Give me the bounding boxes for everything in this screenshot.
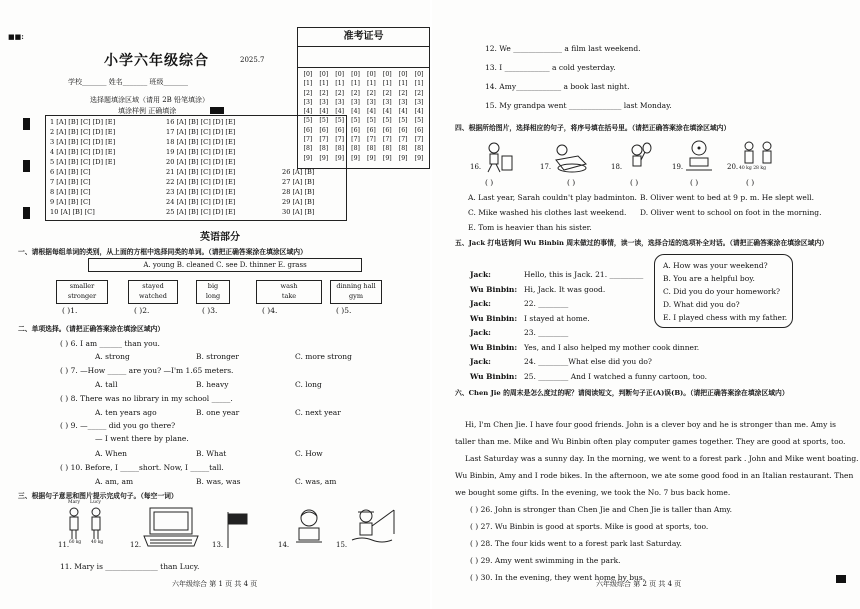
word-group-answer[interactable]: ( )4. [262, 306, 278, 315]
exam-id-digit-bubble[interactable]: [0] [398, 71, 408, 78]
exam-id-digit-bubble[interactable]: [0] [414, 71, 424, 78]
q8: ( ) 8. There was no library in my school _____. [60, 394, 233, 403]
exam-id-digit-bubble[interactable]: [1] [414, 80, 424, 88]
exam-id-digit-bubble[interactable]: [5] [303, 117, 313, 125]
exam-id-digit-bubble[interactable]: [8] [319, 145, 329, 153]
q8-option-a[interactable]: A. ten years ago [95, 408, 157, 417]
dialog-speaker: Jack: [470, 299, 491, 308]
tf-q30[interactable]: ( ) 30. In the evening, they went home by bus. [470, 573, 646, 582]
answer-row[interactable]: 3 [A] [B] [C] [D] [E] [50, 138, 116, 146]
exam-id-digit-column [351, 70, 360, 163]
dialog-option-b: B. You are a helpful boy. [663, 274, 755, 283]
exam-id-digit-bubble[interactable]: [7] [398, 136, 408, 144]
exam-id-digit-bubble[interactable]: [6] [335, 126, 345, 134]
word-group-box [196, 280, 230, 304]
dialog-line: I stayed at home. [524, 313, 590, 323]
pic-num-12: 12. [130, 541, 142, 549]
passage-line: we bought some gifts. In the evening, we took the No. 7 bus back home. [455, 488, 731, 497]
q9-option-c[interactable]: C. How [295, 449, 323, 458]
q7-option-a[interactable]: A. tall [95, 380, 118, 389]
q8-option-c[interactable]: C. next year [295, 408, 341, 417]
exam-id-digit-bubble[interactable]: [2] [367, 89, 376, 97]
dialog-option-d: D. What did you do? [663, 300, 740, 309]
q9: ( ) 9. —_____ did you go there? [60, 421, 176, 430]
word-group-word: smaller [69, 282, 95, 290]
dialog-option-a: A. How was your weekend? [663, 261, 768, 270]
word-group-box [56, 280, 108, 304]
word-group-word: take [281, 292, 297, 300]
word-group-answer[interactable]: ( )5. [336, 306, 352, 315]
exam-id-digit-bubble[interactable]: [2] [414, 89, 424, 97]
exam-id-digit-bubble[interactable]: [5] [398, 117, 408, 125]
word-group-box [330, 280, 382, 304]
student-info-line: 学校_______ 姓名_______ 班级_______ [68, 78, 188, 86]
exam-id-digit-bubble[interactable]: [6] [319, 126, 329, 134]
word-group-word: stayed [142, 282, 164, 290]
sec4-option-c: C. Mike washed his clothes last weekend. [468, 208, 627, 217]
exam-id-digit-bubble[interactable]: [9] [319, 154, 329, 162]
exam-id-digit-bubble[interactable]: [4] [335, 108, 345, 116]
exam-id-digit-bubble[interactable]: [6] [398, 126, 408, 134]
sec1-instruction: 一、请根据每组单词的类别，从上面的方框中选择同类的单词。（请把正确答案涂在填涂区域内） [18, 248, 307, 256]
tf-q27[interactable]: ( ) 27. Wu Binbin is good at sports. Mike is good at sports, too. [470, 522, 709, 531]
exam-id-digit-bubble[interactable]: [2] [351, 89, 360, 97]
exam-id-digit-bubble[interactable]: [9] [351, 154, 360, 162]
answer-row[interactable]: 25 [A] [B] [C] [D] [E] [166, 208, 236, 216]
dialog-speaker: Jack: [470, 270, 491, 279]
q12: 12. We _____________ a film last weekend. [485, 44, 641, 53]
sec5-instruction: 五、Jack 打电话询问 Wu Binbin 周末做过的事情，读一读，选择合适的选项补全对话。（请把正确答案涂在填涂区域内） [455, 239, 829, 247]
bracket-17[interactable]: ( ) [567, 178, 576, 187]
dialog-line: Hello, this is Jack. 21. _________ [524, 270, 644, 279]
pic-num-19: 19. [672, 163, 684, 171]
pic20-weights: 40 kg 28 kg [739, 166, 766, 171]
answer-row[interactable]: 20 [A] [B] [C] [D] [E] [166, 158, 236, 166]
answer-row[interactable]: 28 [A] [B] [282, 188, 315, 196]
exam-id-digit-bubble[interactable]: [6] [351, 126, 360, 134]
bracket-20[interactable]: ( ) [746, 178, 755, 187]
word-group-answer[interactable]: ( )1. [62, 306, 78, 315]
word-group-box [128, 280, 178, 304]
exam-id-digit-bubble[interactable]: [8] [382, 145, 392, 153]
passage-line: Hi, I'm Chen Jie. I have four good friends. John is a clever boy and he is stronger than me. Amy is [465, 420, 837, 429]
exam-id-digit-bubble[interactable]: [5] [367, 117, 376, 125]
exam-id-digit-bubble[interactable]: [1] [351, 80, 360, 88]
answer-row[interactable]: 2 [A] [B] [C] [D] [E] [50, 128, 116, 136]
answer-row[interactable]: 27 [A] [B] [282, 178, 315, 186]
exam-id-digit-bubble[interactable]: [0] [367, 71, 376, 78]
pic-num-11: 11. [58, 541, 70, 549]
sec4-option-e: E. Tom is heavier than his sister. [468, 223, 592, 232]
right-page [432, 0, 860, 609]
exam-id-digit-bubble[interactable]: [3] [335, 98, 345, 106]
exam-id-digit-bubble[interactable]: [6] [382, 126, 392, 134]
girl-reading-picture [292, 508, 326, 548]
q9-option-a[interactable]: A. When [95, 449, 127, 458]
exam-id-digit-bubble[interactable]: [7] [382, 136, 392, 144]
pic-label-lucy: Lucy [90, 500, 101, 505]
word-group-word: dinning hall [336, 282, 376, 290]
q9-answer-line: — I went there by plane. [95, 434, 189, 443]
sec4-option-b: B. Oliver went to bed at 9 p. m. He slept well. [640, 193, 815, 202]
walking-to-school-picture [482, 142, 516, 174]
sleeping-picture [684, 140, 714, 174]
answer-row[interactable]: 17 [A] [B] [C] [D] [E] [166, 128, 236, 136]
word-group-answer[interactable]: ( )2. [134, 306, 150, 315]
answer-row[interactable]: 26 [A] [B] [282, 168, 315, 176]
answer-row[interactable]: 22 [A] [B] [C] [D] [E] [166, 178, 236, 186]
exam-id-title: 准考证号 [298, 28, 429, 47]
exam-date: 2025.7 [240, 56, 265, 64]
dialog-line: 22. ________ [524, 299, 569, 308]
exam-id-digit-bubble[interactable]: [9] [367, 154, 376, 162]
q10-option-b[interactable]: B. was, was [196, 477, 241, 486]
answer-col-1 [50, 117, 115, 217]
exam-id-digit-bubble[interactable]: [0] [382, 71, 392, 78]
answer-row[interactable]: 9 [A] [B] [C] [50, 198, 91, 206]
dialog-speaker: Jack: [470, 357, 491, 366]
tf-q29[interactable]: ( ) 29. Amy went swimming in the park. [470, 556, 621, 565]
dialog-option-e: E. I played chess with my father. [663, 313, 788, 322]
exam-id-digit-bubble[interactable]: [3] [382, 98, 392, 106]
answer-row[interactable]: 29 [A] [B] [282, 198, 315, 206]
word-group-answer[interactable]: ( )3. [202, 306, 218, 315]
dialog-speaker: Jack: [470, 328, 491, 337]
bracket-18[interactable]: ( ) [630, 178, 639, 187]
exam-id-digit-bubble[interactable]: [7] [351, 136, 360, 144]
exam-id-digit-bubble[interactable]: [9] [303, 154, 313, 162]
q7-option-b[interactable]: B. heavy [196, 380, 229, 389]
dialog-option-c: C. Did you do your homework? [663, 287, 781, 296]
exam-id-digit-bubble[interactable]: [3] [319, 98, 329, 106]
exam-id-digit-bubble[interactable]: [4] [351, 108, 360, 116]
exam-id-digit-bubble[interactable]: [7] [367, 136, 376, 144]
q13: 13. I ____________ a cold yesterday. [485, 63, 616, 72]
exam-id-digit-bubble[interactable]: [3] [367, 98, 376, 106]
exam-id-digit-bubble[interactable]: [3] [303, 98, 313, 106]
exam-id-digit-column [335, 70, 344, 163]
word-group-word: stronger [67, 292, 97, 300]
answer-col-2 [166, 117, 235, 217]
exam-id-digit-bubble[interactable]: [4] [303, 108, 313, 116]
answer-row[interactable]: 23 [A] [B] [C] [D] [E] [166, 188, 236, 196]
dialog-line: 25. ________ And I watched a funny cartoon, too. [524, 371, 707, 381]
pic-num-15: 15. [336, 541, 348, 549]
footer-page-2: 六年级综合 第 2 页 共 4 页 [596, 580, 682, 588]
exam-id-digit-column [383, 70, 392, 163]
exam-id-digit-bubble[interactable]: [7] [303, 136, 313, 144]
exam-id-digit-bubble[interactable]: [2] [303, 89, 313, 97]
registration-mark [836, 575, 846, 583]
q10-option-c[interactable]: C. was, am [295, 477, 337, 486]
sec4-instruction: 四、根据所给图片，选择相应的句子，将序号填在括号里。（请把正确答案涂在填涂区域内） [455, 124, 731, 132]
q15: 15. My grandpa went ______________ last Monday. [485, 101, 672, 110]
exam-id-digit-bubble[interactable]: [4] [382, 108, 392, 116]
q9-option-b[interactable]: B. What [196, 449, 227, 458]
fill-note: 选择题填涂区域（请用 2B 铅笔填涂） [90, 96, 210, 104]
registration-mark [23, 207, 30, 219]
passage-line: Last Saturday was a sunny day. In the morning, we went to a forest park . John and Mike went boating. [465, 454, 859, 463]
exam-id-digit-bubble[interactable]: [8] [398, 145, 408, 153]
answer-row[interactable]: 16 [A] [B] [C] [D] [E] [166, 118, 236, 126]
exam-id-digit-bubble[interactable]: [0] [351, 71, 360, 78]
q10: ( ) 10. Before, I _____short. Now, I _____tall. [60, 463, 224, 472]
answer-row[interactable]: 1 [A] [B] [C] [D] [E] [50, 118, 116, 126]
exam-id-digit-column [319, 70, 328, 163]
exam-id-digit-bubble[interactable]: [4] [319, 108, 329, 116]
exam-id-digit-bubble[interactable]: [5] [319, 117, 329, 125]
exam-id-digit-column [304, 70, 313, 163]
exam-id-digit-bubble[interactable]: [2] [382, 89, 392, 97]
exam-id-digit-bubble[interactable]: [9] [414, 154, 424, 162]
washing-clothes-picture [552, 142, 588, 174]
answer-row[interactable]: 5 [A] [B] [C] [D] [E] [50, 158, 116, 166]
q14: 14. Amy____________ a book last night. [485, 82, 630, 91]
weight-label-mary: 60 kg [69, 540, 82, 545]
weight-label-lucy: 40 kg [91, 540, 104, 545]
exam-id-digit-bubble[interactable]: [1] [382, 80, 392, 88]
exam-id-digit-bubble[interactable]: [7] [414, 136, 424, 144]
exam-id-digit-bubble[interactable]: [5] [382, 117, 392, 125]
english-title: 英语部分 [200, 232, 240, 243]
dialog-speaker: Wu Binbin: [470, 313, 518, 323]
dialog-speaker: Wu Binbin: [470, 284, 518, 294]
answer-row[interactable]: 24 [A] [B] [C] [D] [E] [166, 198, 236, 206]
exam-id-digit-bubble[interactable]: [0] [335, 71, 345, 78]
q6-option-a[interactable]: A. strong [95, 352, 130, 361]
q11: 11. Mary is ______________ than Lucy. [60, 562, 200, 571]
bracket-19[interactable]: ( ) [690, 178, 699, 187]
exam-id-digit-column [399, 70, 408, 163]
word-group-box [256, 280, 322, 304]
sec6-instruction: 六、Chen Jie 的周末是怎么度过的呢？请阅读短文，判断句子正(A)误(B)。（请把正确答案涂在填涂区域内） [455, 389, 789, 397]
pic-num-20: 20. [727, 163, 739, 171]
q7-option-c[interactable]: C. long [295, 380, 322, 389]
word-group-word: wash [280, 282, 298, 290]
dialog-line: 23. ________ [524, 328, 569, 337]
q6-option-c[interactable]: C. more strong [295, 352, 352, 361]
exam-id-digit-bubble[interactable]: [1] [303, 80, 313, 88]
exam-id-digit-bubble[interactable]: [3] [398, 98, 408, 106]
dialog-line: Hi, Jack. It was good. [524, 284, 606, 294]
word-group-word: watched [139, 292, 167, 300]
exam-id-digit-column [415, 70, 424, 163]
fill-sample-mark [210, 107, 224, 114]
exam-id-digit-bubble[interactable]: [4] [367, 108, 376, 116]
exam-id-digit-bubble[interactable]: [8] [351, 145, 360, 153]
sec3-instruction: 三、根据句子意思和图片提示完成句子。（每空一词） [18, 492, 178, 500]
registration-mark [23, 160, 30, 172]
dialog-speaker: Wu Binbin: [470, 342, 518, 352]
exam-id-digit-bubble[interactable]: [5] [335, 117, 345, 125]
registration-mark [23, 118, 30, 130]
bracket-16[interactable]: ( ) [485, 178, 494, 187]
dialog-options-box [654, 254, 793, 328]
answer-row[interactable]: 6 [A] [B] [C] [50, 168, 91, 176]
exam-id-digit-bubble[interactable]: [9] [398, 154, 408, 162]
q7: ( ) 7. —How _____ are you? —I'm 1.65 meters. [60, 366, 234, 375]
answer-row[interactable]: 21 [A] [B] [C] [D] [E] [166, 168, 236, 176]
exam-id-digit-bubble[interactable]: [6] [367, 126, 376, 134]
answer-row[interactable]: 30 [A] [B] [282, 208, 315, 216]
exam-id-digit-bubble[interactable]: [5] [351, 117, 360, 125]
answer-row[interactable]: 10 [A] [B] [C] [50, 208, 95, 216]
footer-page-1: 六年级综合 第 1 页 共 4 页 [172, 580, 258, 588]
answer-row[interactable]: 4 [A] [B] [C] [D] [E] [50, 148, 116, 156]
tf-q26[interactable]: ( ) 26. John is stronger than Chen Jie and Chen Jie is taller than Amy. [470, 505, 733, 514]
exam-id-digit-bubble[interactable]: [3] [351, 98, 360, 106]
dialog-speaker: Wu Binbin: [470, 371, 518, 381]
pic-num-18: 18. [611, 163, 623, 171]
computer-typing-picture [142, 506, 200, 548]
fishing-picture [350, 506, 396, 548]
sec2-instruction: 二、单项选择。（请把正确答案涂在填涂区域内） [18, 325, 165, 333]
q6: ( ) 6. I am ______ than you. [60, 339, 160, 348]
exam-id-digit-bubble[interactable]: [8] [303, 145, 313, 153]
passage-line: taller than me. Mike and Wu Binbin often play computer games together. They are good at sports, too. [455, 437, 846, 446]
fill-sample-label: 填涂样例 正确填涂 [118, 107, 177, 115]
exam-id-digit-bubble[interactable]: [1] [335, 80, 345, 88]
exam-id-digit-bubble[interactable]: [8] [335, 145, 345, 153]
exam-id-columns [298, 68, 429, 165]
pic-num-14: 14. [278, 541, 290, 549]
sec4-option-a: A. Last year, Sarah couldn't play badminton. [468, 193, 637, 202]
exam-id-box [297, 27, 430, 169]
exam-id-digit-bubble[interactable]: [1] [367, 80, 376, 88]
q10-option-a[interactable]: A. am, am [95, 477, 134, 486]
sec4-option-d: D. Oliver went to school on foot in the morning. [640, 208, 822, 217]
answer-row[interactable]: 8 [A] [B] [C] [50, 188, 91, 196]
exam-id-digit-bubble[interactable]: [0] [319, 71, 329, 78]
answer-row[interactable]: 19 [A] [B] [C] [D] [E] [166, 148, 236, 156]
exam-id-digit-bubble[interactable]: [2] [319, 89, 329, 97]
two-kids-weight-picture [739, 140, 779, 168]
q6-option-b[interactable]: B. stronger [196, 352, 239, 361]
flag-picture [222, 510, 252, 550]
dialog-line: 24. ________What else did you do? [524, 357, 652, 366]
dialog-line: Yes, and I also helped my mother cook dinner. [524, 342, 700, 352]
word-group-word: gym [349, 292, 363, 300]
word-options-box [88, 258, 362, 272]
exam-id-digit-bubble[interactable]: [8] [367, 145, 376, 153]
exam-id-digit-bubble[interactable]: [3] [414, 98, 424, 106]
exam-id-digit-bubble[interactable]: [8] [414, 145, 424, 153]
answer-row[interactable]: 7 [A] [B] [C] [50, 178, 91, 186]
badminton-picture [623, 142, 653, 174]
exam-id-digit-bubble[interactable]: [9] [335, 154, 345, 162]
exam-id-digit-bubble[interactable]: [7] [335, 136, 345, 144]
exam-id-digit-bubble[interactable]: [6] [414, 126, 424, 134]
answer-row[interactable]: 18 [A] [B] [C] [D] [E] [166, 138, 236, 146]
exam-id-digit-column [367, 70, 376, 163]
corner-label: ■■: [8, 32, 24, 41]
exam-id-digit-bubble[interactable]: [4] [414, 108, 424, 116]
word-group-word: big [207, 282, 219, 290]
exam-id-digit-bubble[interactable]: [9] [382, 154, 392, 162]
pic-num-16: 16. [470, 163, 482, 171]
exam-id-digit-bubble[interactable]: [1] [398, 80, 408, 88]
q8-option-b[interactable]: B. one year [196, 408, 240, 417]
exam-id-blank-row [298, 47, 429, 68]
exam-id-digit-bubble[interactable]: [2] [335, 89, 345, 97]
tf-q28[interactable]: ( ) 28. The four kids went to a forest park last Saturday. [470, 539, 682, 548]
pic-num-13: 13. [212, 541, 224, 549]
passage-line: Wu Binbin, Amy and I rode bikes. In the afternoon, we ate some good food in an Italian restaurant. Then [455, 471, 854, 480]
exam-id-digit-bubble[interactable]: [5] [414, 117, 424, 125]
exam-id-digit-bubble[interactable]: [6] [303, 126, 313, 134]
exam-id-digit-bubble[interactable]: [0] [303, 71, 313, 78]
word-group-word: long [205, 292, 221, 300]
word-options: A. young B. cleaned C. see D. thinner E. grass [143, 261, 307, 269]
pic-num-17: 17. [540, 163, 552, 171]
exam-id-digit-bubble[interactable]: [2] [398, 89, 408, 97]
exam-id-digit-bubble[interactable]: [7] [319, 136, 329, 144]
exam-id-digit-bubble[interactable]: [4] [398, 108, 408, 116]
exam-title: 小学六年级综合 [104, 53, 209, 69]
pic-label-mary: Mary [68, 500, 80, 505]
exam-id-digit-bubble[interactable]: [1] [319, 80, 329, 88]
